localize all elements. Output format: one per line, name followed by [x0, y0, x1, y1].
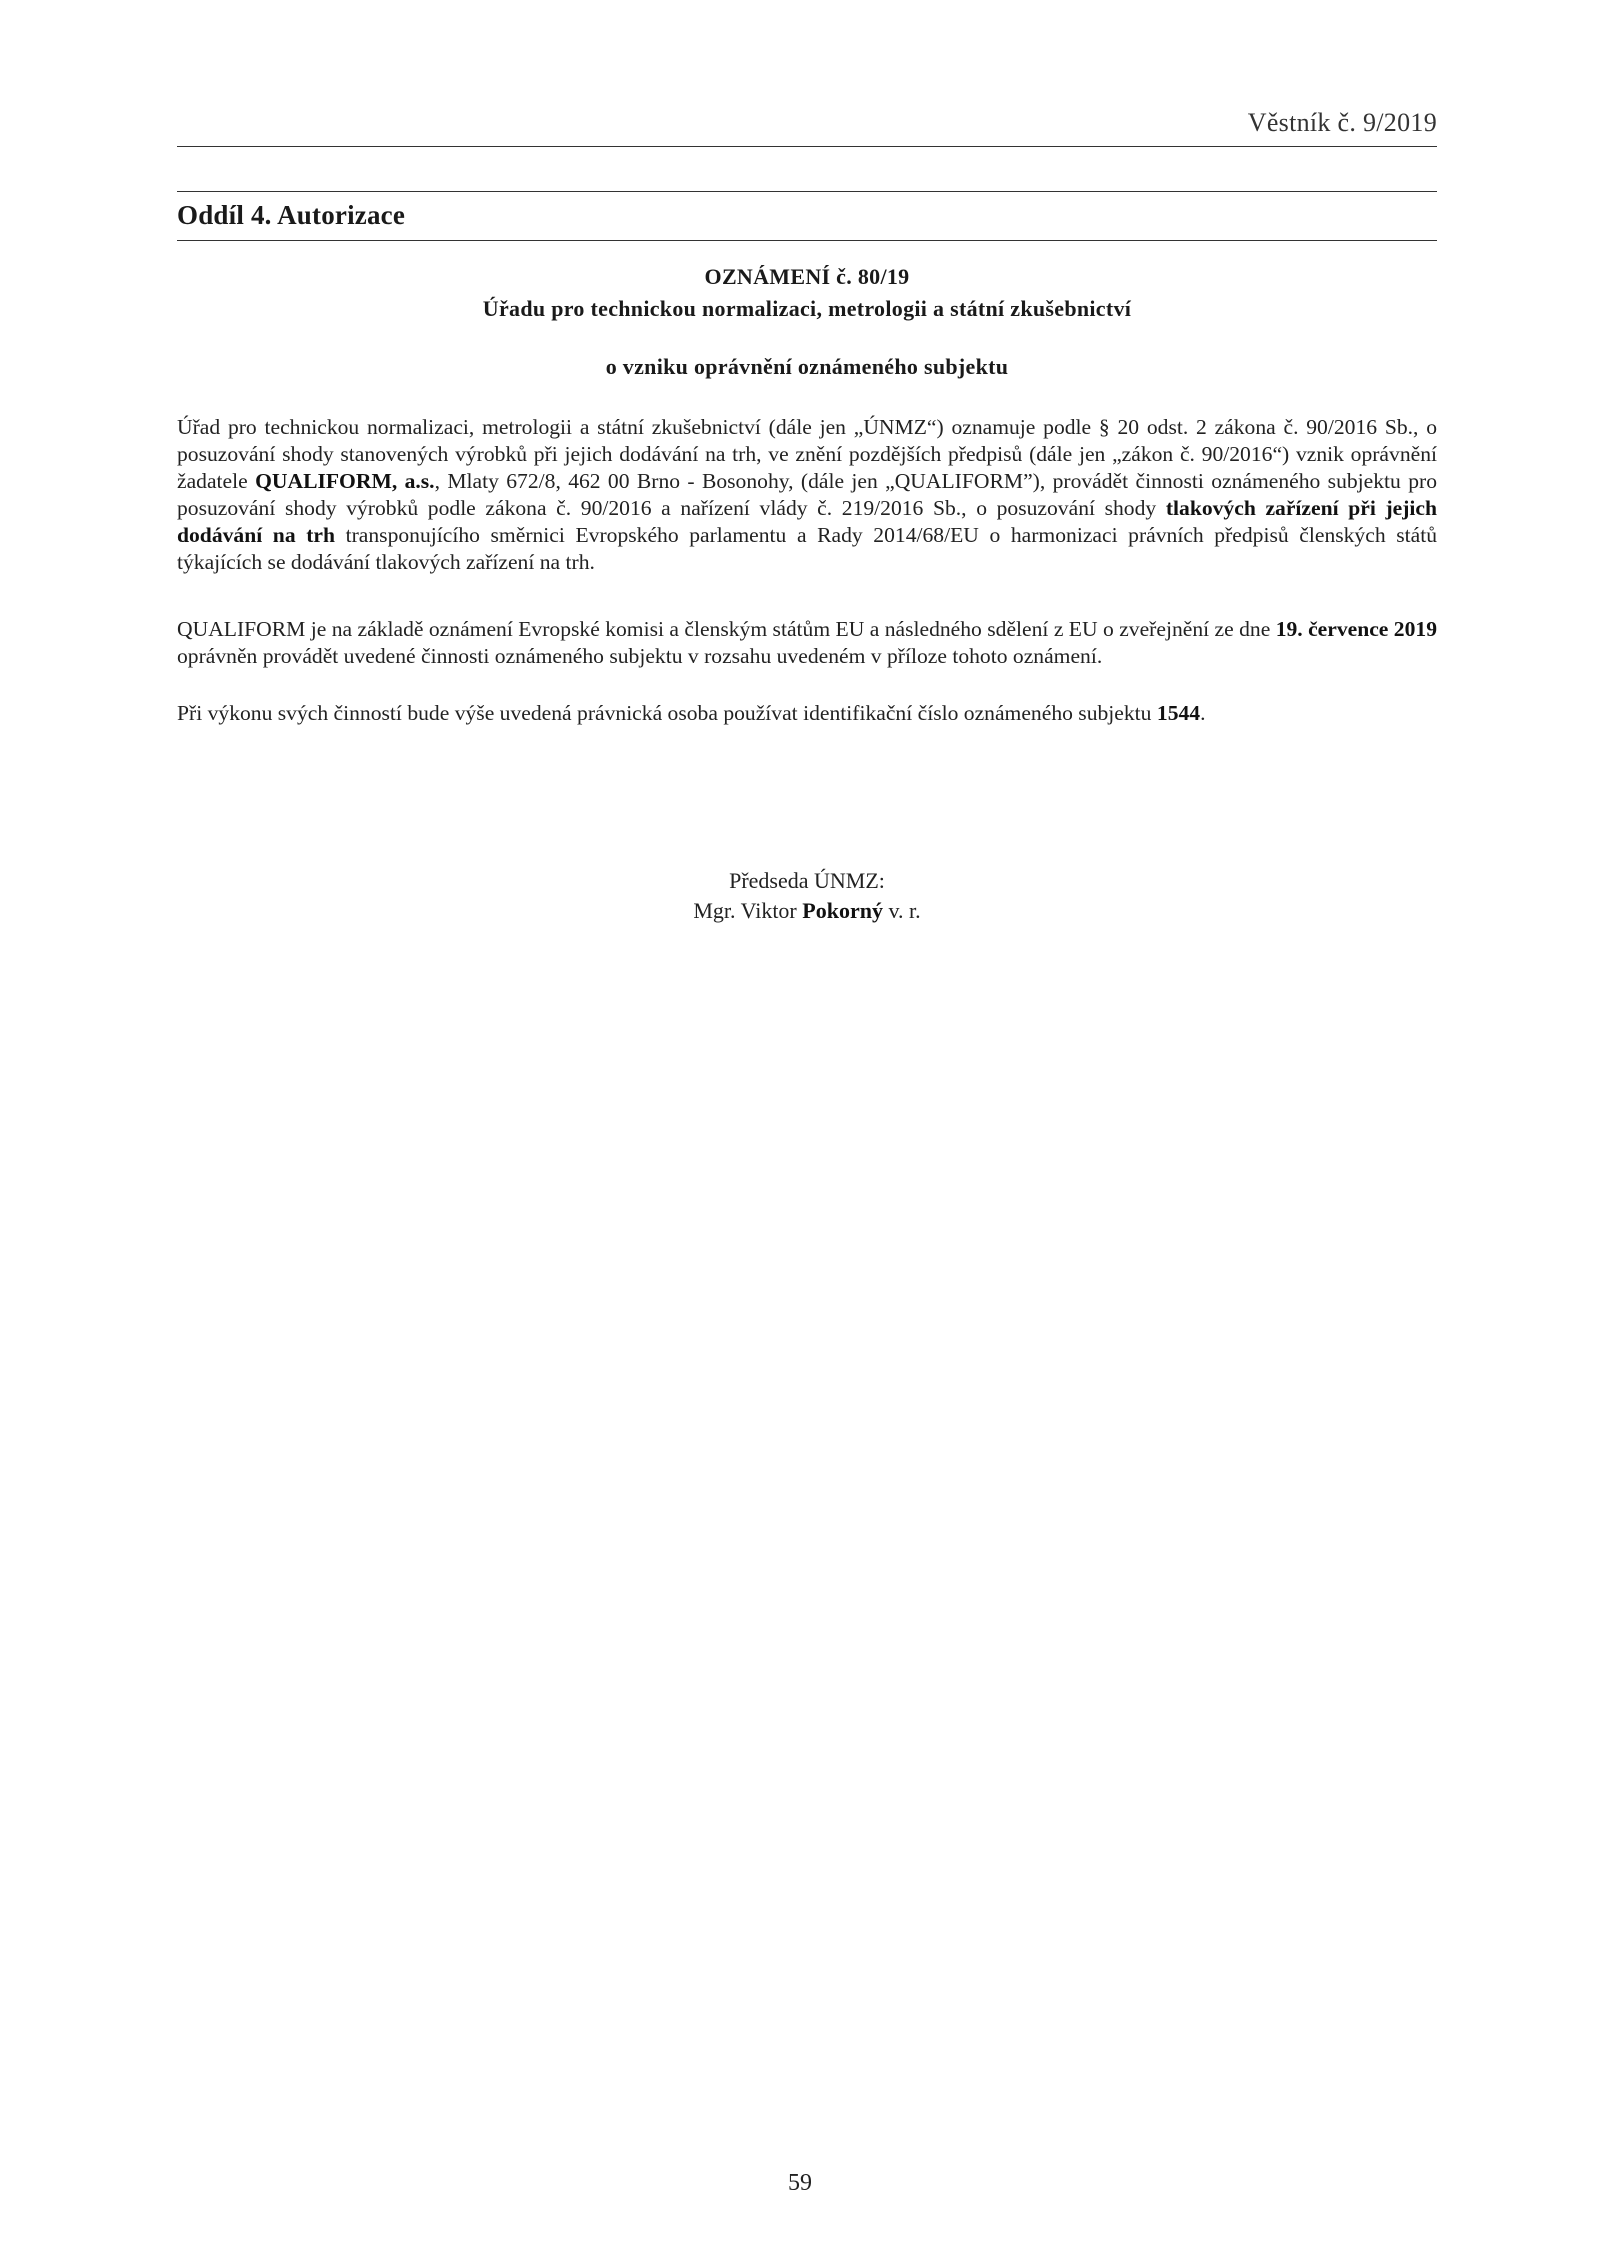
- header-rule: [177, 146, 1437, 147]
- notice-issuer: Úřadu pro technickou normalizaci, metrologii a státní zkušebnictví: [482, 296, 1132, 321]
- section-title: Oddíl 4. Autorizace: [177, 200, 406, 230]
- para1-text-2: , Mlaty 672/8, 462 00 Brno - Bosonohy, (dále jen „QUALIFORM”), provádět činnosti oznámeného subjektu pro posuzování shody výrobků podle zákona č. 90/2016 a nařízení vlády č. 219/2016 Sb., o posuzování shody: [177, 469, 1437, 520]
- signature-surname: Pokorný: [802, 898, 883, 923]
- para2-text-2: oprávněn provádět uvedené činnosti oznámeného subjektu v rozsahu uvedeném v příloze tohoto oznámení.: [177, 644, 1103, 668]
- para1-scope: tlakových zařízení při jejich dodávání na trh: [177, 496, 1438, 547]
- body-paragraph-2: [177, 616, 1437, 670]
- para1-company: QUALIFORM, a.s.: [255, 469, 435, 493]
- para1-text-3: transponujícího směrnici Evropského parlamentu a Rady 2014/68/EU o harmonizaci právních předpisů členských států týkajících se dodávání tlakových zařízení na trh.: [177, 523, 1437, 574]
- body-paragraph-1: [177, 414, 1437, 576]
- signature-name: [177, 896, 1437, 926]
- section-rule-top: [177, 191, 1437, 192]
- para2-date: 19. července 2019: [1275, 617, 1437, 641]
- page-number: 59: [788, 2170, 812, 2196]
- para1-text-1: Úřad pro technickou normalizaci, metrologii a státní zkušebnictví (dále jen „ÚNMZ“) oznamuje podle § 20 odst. 2 zákona č. 90/2016 Sb., o posuzování shody stanovených výrobků při jejich dodávání na trh, ve znění pozdějších předpisů (dále jen „zákon č. 90/2016“) vznik oprávnění žadatele: [177, 415, 1437, 493]
- signature-prefix: Mgr. Viktor: [693, 898, 803, 923]
- para3-id-number: 1544: [1156, 701, 1201, 725]
- journal-header: Věstník č. 9/2019: [1247, 108, 1437, 137]
- para3-text-1: Při výkonu svých činností bude výše uvedená právnická osoba používat identifikační číslo oznámeného subjektu: [177, 701, 1157, 725]
- para3-text-2: .: [1200, 701, 1206, 725]
- signature-suffix: v. r.: [882, 898, 921, 923]
- signature-role: Předseda ÚNMZ:: [729, 868, 885, 893]
- para2-text-1: QUALIFORM je na základě oznámení Evropské komisi a členským státům EU a následného sdělení z EU o zveřejnění ze dne: [177, 617, 1276, 641]
- body-paragraph-3: [177, 700, 1437, 727]
- section-rule-bottom: [177, 240, 1437, 241]
- notice-number: OZNÁMENÍ č. 80/19: [704, 264, 910, 289]
- notice-subject: o vzniku oprávnění oznámeného subjektu: [605, 354, 1009, 379]
